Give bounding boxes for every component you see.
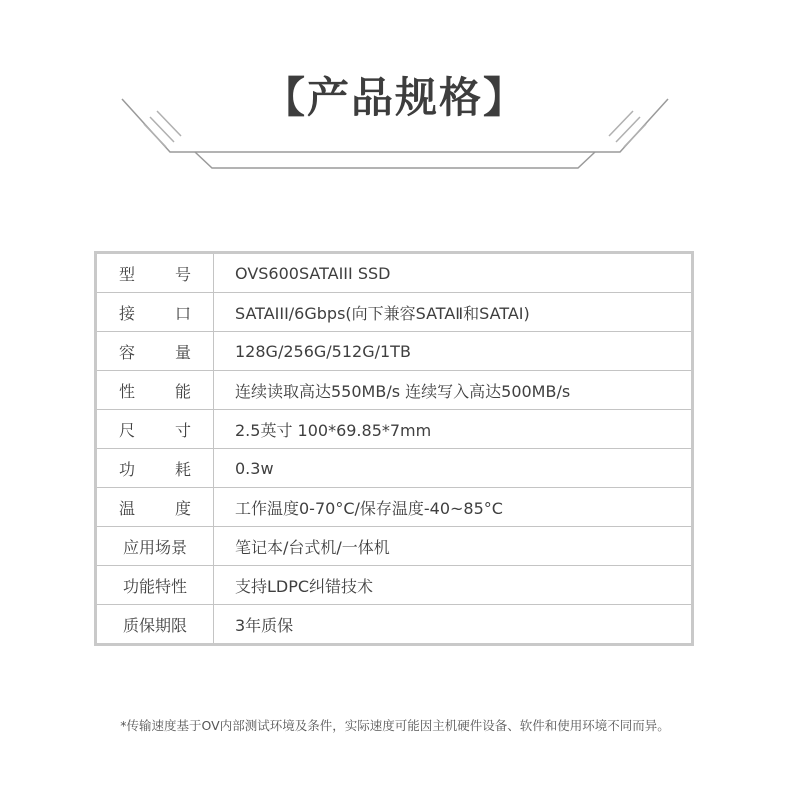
spec-label-char: 耗 xyxy=(174,459,191,479)
spec-label-char: 温 xyxy=(119,498,136,518)
spec-value: OVS600SATAIII SSD xyxy=(214,253,693,293)
page-title: 【产品规格】 xyxy=(262,73,527,122)
spec-label xyxy=(119,496,191,519)
spec-label-cell xyxy=(96,488,214,527)
spec-label-cell xyxy=(96,253,214,293)
spec-value: 支持LDPC纠错技术 xyxy=(214,566,693,605)
deco-bracket-inner xyxy=(195,152,595,168)
spec-label-cell xyxy=(96,605,214,645)
spec-label-char: 性 xyxy=(119,381,136,401)
spec-label-cell xyxy=(96,527,214,566)
spec-value: 连续读取高达550MB/s 连续写入高达500MB/s xyxy=(214,371,693,410)
spec-row xyxy=(96,293,693,332)
spec-value: SATAIII/6Gbps(向下兼容SATAⅡ和SATAⅠ) xyxy=(214,293,693,332)
spec-label-char: 口 xyxy=(174,303,191,323)
spec-label-char: 型 xyxy=(119,264,136,284)
spec-label-cell xyxy=(96,371,214,410)
spec-table xyxy=(94,251,694,646)
spec-value: 3年质保 xyxy=(235,615,294,635)
spec-label-char: 容 xyxy=(119,342,136,362)
deco-bracket-outer xyxy=(122,99,668,152)
spec-label-cell xyxy=(96,449,214,488)
spec-label-char: 号 xyxy=(174,264,191,284)
spec-label-char: 寸 xyxy=(174,420,191,440)
spec-value: 2.5英寸 100*69.85*7mm xyxy=(214,410,693,449)
spec-label xyxy=(119,301,191,324)
spec-label: 质保期限 xyxy=(122,615,187,635)
spec-label-cell xyxy=(96,566,214,605)
spec-value: 笔记本/台式机/一体机 xyxy=(214,527,693,566)
spec-row xyxy=(96,566,693,605)
spec-label-char: 接 xyxy=(119,303,136,323)
spec-row xyxy=(96,449,693,488)
spec-row xyxy=(96,332,693,371)
spec-row xyxy=(96,253,693,293)
spec-row xyxy=(96,371,693,410)
spec-label xyxy=(119,379,191,402)
spec-label xyxy=(119,340,191,363)
spec-label-cell xyxy=(96,410,214,449)
title-decoration xyxy=(0,0,790,180)
spec-label xyxy=(119,418,191,441)
spec-label-char: 能 xyxy=(174,381,191,401)
spec-label-char: 度 xyxy=(174,498,191,518)
spec-label xyxy=(119,262,191,285)
spec-value: 0.3w xyxy=(214,449,693,488)
spec-label-char: 尺 xyxy=(119,420,136,440)
spec-row xyxy=(96,527,693,566)
spec-label-cell xyxy=(96,332,214,371)
spec-label: 应用场景 xyxy=(122,537,187,557)
spec-value: 128G/256G/512G/1TB xyxy=(214,332,693,371)
spec-table-body xyxy=(96,253,693,645)
spec-label-char: 功 xyxy=(119,459,136,479)
spec-label: 功能特性 xyxy=(122,576,187,596)
spec-value: 工作温度0-70°C/保存温度-40~85°C xyxy=(214,488,693,527)
spec-label-char: 量 xyxy=(174,342,191,362)
footnote: *传输速度基于OV内部测试环境及条件，实际速度可能因主机硬件设备、软件和使用环境不同而异。 xyxy=(120,718,670,733)
spec-row xyxy=(96,488,693,527)
spec-row xyxy=(96,410,693,449)
spec-label-cell xyxy=(96,293,214,332)
spec-row xyxy=(96,605,693,645)
spec-label xyxy=(119,457,191,480)
